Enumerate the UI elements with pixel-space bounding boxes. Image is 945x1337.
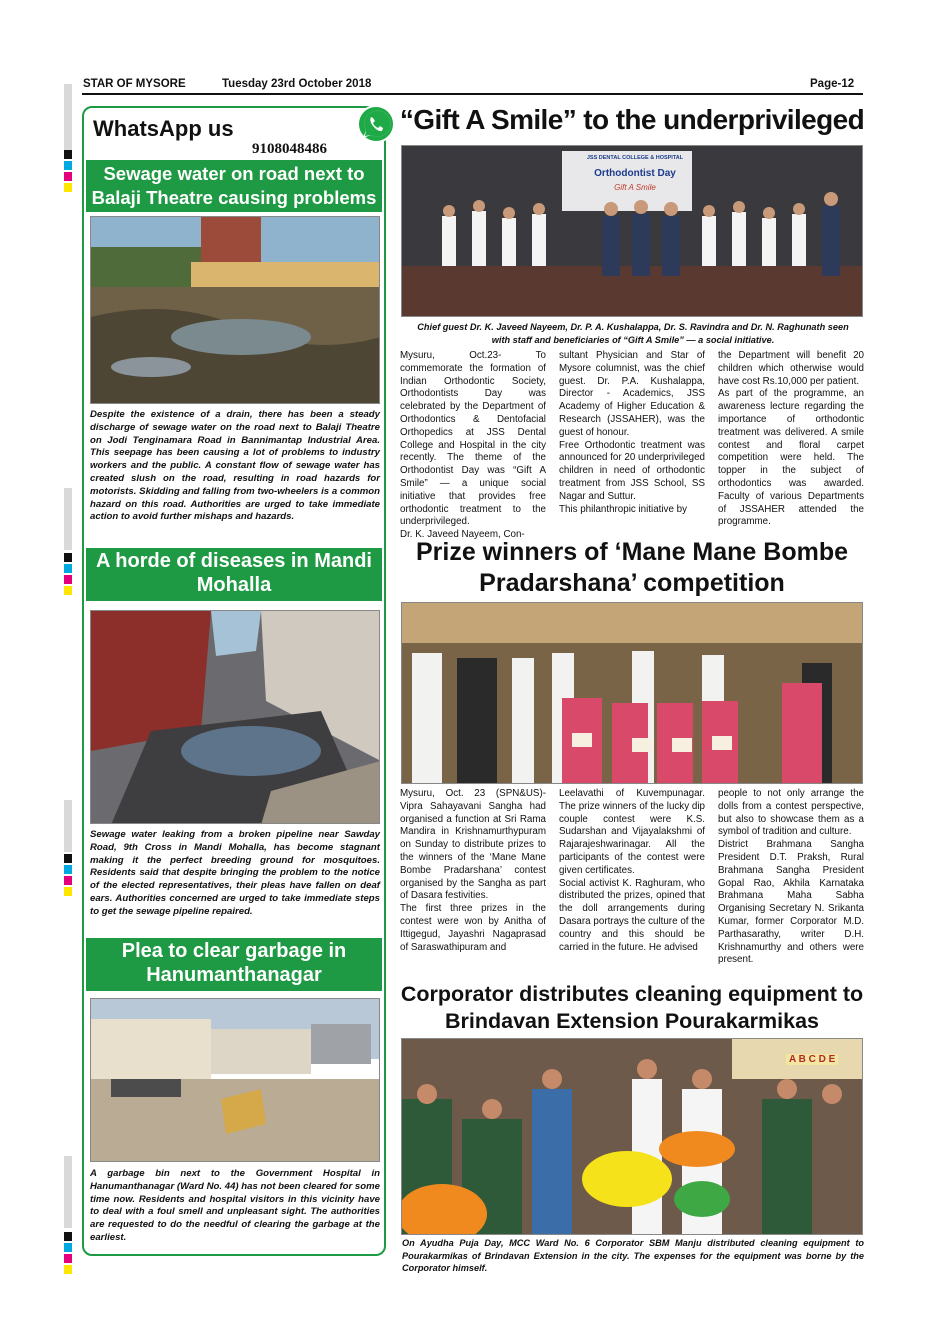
margin-gray-bar [64, 800, 72, 852]
header-rule [82, 93, 863, 95]
margin-gray-bar [64, 488, 72, 550]
headline-cleaning-equipment: Corporator distributes cleaning equipment to Brindavan Extension Pourakarmikas [400, 982, 864, 1033]
article1-column-2: sultant Physician and Star of Mysore columnist, was the chief guest. Dr. P.A. Kushalappa, Director - Academics, JSS Academy of Higher Education & Research (JSSAHER), was the guest of honour. Free Orthodontic treatment was announced for 20 underprivileged children in need of orthodontic treatment from JSS School, SS Nagar and Suttur. This philanthropic initiative by [559, 350, 705, 515]
classroom-sign: A B C D E [786, 1054, 838, 1065]
banner-subtitle: Gift A Smile [614, 183, 656, 192]
whatsapp-number: 9108048486 [252, 141, 327, 157]
margin-gray-bar [64, 84, 72, 150]
photo-cleaning-equipment [401, 1038, 863, 1235]
caption-gift-a-smile: Chief guest Dr. K. Javeed Nayeem, Dr. P. A. Kushalappa, Dr. S. Ravindra and Dr. N. Raghunath seen with staff and beneficiaries of “Gift A Smile” — a social initiative. [417, 322, 849, 345]
page-number: Page-12 [810, 78, 855, 90]
caption-cleaning-equipment: On Ayudha Puja Day, MCC Ward No. 6 Corporator SBM Manju distributed cleaning equipment to Pourakarmikas of Brindavan Extension in the city. The expenses for the equipment was borne by the Corporator himself. [402, 1238, 864, 1273]
story-title-hanumanthanagar: Plea to clear garbage in Hanumanthanagar [86, 938, 382, 991]
article2-column-2: Leelavathi of Kuvempunagar. The prize winners of the lucky dip couple contest were K.S. Sudarshan and Vijayalakshmi of Rajarajeshwarinagar. All the participants of the contest were given certificates. Social activist K. Raghuram, who distributed the prizes, opined that the doll arrangements during Dasara portrays the culture of the country and this should be carried in the future. He advised [559, 788, 705, 953]
photo-mandi-mohalla [90, 610, 380, 824]
photo-sewage-road [90, 216, 380, 404]
paper-name: STAR OF MYSORE [83, 78, 186, 90]
caption-hanumanthanagar: A garbage bin next to the Government Hospital in Hanumanthanagar (Ward No. 44) has not been cleared for some time now. Residents and hospital visitors in this vicinity have to deal with a foul smell and unpleasant sight. The authorities are requested to do the needful of clearing the garbage at the earliest. [90, 1168, 380, 1243]
registration-mark-icon [64, 854, 72, 898]
photo-prize-winners [401, 602, 863, 784]
story-title-sewage-balaji: Sewage water on road next to Balaji Theatre causing problems [86, 160, 382, 212]
banner-title: Orthodontist Day [594, 168, 676, 179]
registration-mark-icon [64, 553, 72, 597]
whatsapp-title: WhatsApp us [93, 116, 234, 141]
headline-mane-mane-bombe: Prize winners of ‘Mane Mane Bombe Pradarshana’ competition [415, 538, 849, 597]
registration-mark-icon [64, 1232, 72, 1276]
whatsapp-icon [356, 104, 396, 144]
photo-garbage-bin [90, 998, 380, 1162]
margin-gray-bar [64, 1156, 72, 1228]
caption-mandi-mohalla: Sewage water leaking from a broken pipeline near Sawday Road, 9th Cross in Mandi Mohalla, has become stagnant making it the perfect breeding ground for mosquitoes. Residents said that despite bringing the problem to the notice of the elected representatives, their pleas have fallen on deaf ears. Authorities concerned are urged to take immediate steps to get the sewage pipeline repaired. [90, 829, 380, 917]
article2-column-1: Mysuru, Oct. 23 (SPN&US)- Vipra Sahayavani Sangha had organised a function at Sri Rama Mandira in Krishnamurthypuram on Sunday to distribute prizes to the winners of the ‘Mane Mane Bombe Pradarshana’ contest organised by the Sangha as part of Dasara festivities. The first three prizes in the contest were won by Anitha of Ittigegud, Jayashri Nagaprasad of Saraswathipuram and [400, 788, 546, 953]
story-title-mandi-mohalla: A horde of diseases in Mandi Mohalla [86, 548, 382, 601]
article1-column-3: the Department will benefit 20 children which otherwise would have cost Rs.10,000 per patient. As part of the programme, an awareness lecture regarding the importance of orthodontic treatment was delivered. A smile contest and floral carpet competition were held. The topper in the subject of orthodontics was awarded. Faculty of various Departments of JSSAHER attended the programme. [718, 350, 864, 528]
headline-gift-a-smile: “Gift A Smile” to the underprivileged [399, 104, 865, 135]
article2-column-3: people to not only arrange the dolls from a contest perspective, but also to showcase them as a symbol of tradition and culture. District Brahmana Sangha President D.T. Praksh, Rural Brahmana Sangha President Gopal Rao, Akhila Karnataka Brahmana Maha Sabha Organising Secretary N. Srikanta Kumar, former Corporator M.D. Parthasarathy, writer D.H. Krishnamurthy and others were present. [718, 788, 864, 966]
banner-org: JSS DENTAL COLLEGE & HOSPITAL [586, 155, 684, 161]
article1-column-1: Mysuru, Oct.23- To commemorate the formation of Indian Orthodontic Society, Orthodontists Day was celebrated by the Department of Orthodontics & Dentofacial Orthopedics at JSS Dental College and Hospital in the city recently. The theme of the Orthodontist Day was “Gift A Smile” — a unique social initiative that provides free orthodontic treatment to the underprivileged. Dr. K. Javeed Nayeem, Con- [400, 350, 546, 541]
caption-sewage-balaji: Despite the existence of a drain, there has been a steady discharge of sewage water on the road next to Balaji Theatre on Jodi Tenginamara Road in Bannimantap Industrial Area. This seepage has been causing a lot of problems to industry workers and the public. A constant flow of sewage water has created slush on the road, resulting in road hazards for motorists. Skidding and falling from two-wheelers is a common hazard on this road. Authorities are urged to take immediate action to avoid further mishaps and hazards. [90, 409, 380, 523]
issue-date: Tuesday 23rd October 2018 [222, 78, 372, 90]
registration-mark-icon [64, 150, 72, 194]
